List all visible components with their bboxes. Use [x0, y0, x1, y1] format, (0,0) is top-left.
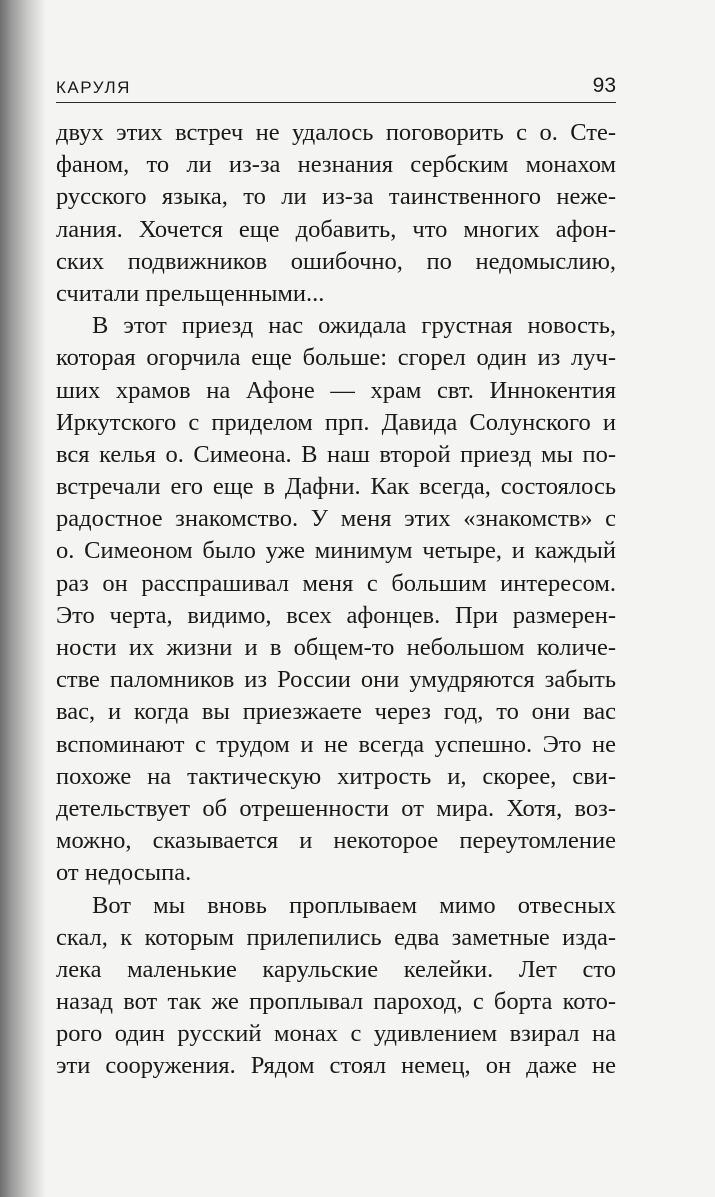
text-line: лека маленькие карульские келейки. Лет сто — [56, 955, 616, 983]
text-line: детельствует об отрешенности от мира. Хотя, воз- — [56, 794, 616, 822]
text-line: вспоминают с трудом и не всегда успешно. Это не — [56, 730, 616, 758]
text-line: назад вот так же проплывал пароход, с борта кото- — [56, 988, 616, 1016]
body-text — [56, 117, 616, 1083]
text-line: которая огорчила еще больше: сгорел один из луч- — [56, 344, 616, 372]
text-line: Иркутского с приделом прп. Давида Солунского и — [56, 408, 616, 436]
text-line: вас, и когда вы приезжаете через год, то они вас — [56, 698, 616, 726]
paragraph — [56, 117, 616, 310]
paragraph — [56, 890, 616, 1083]
text-line: фаном, то ли из-за незнания сербским монахом — [56, 151, 616, 179]
text-line: раз он расспрашивал меня с большим интересом. — [56, 569, 616, 597]
text-line: Вот мы вновь проплываем мимо отвесных — [92, 891, 616, 919]
text-line: похоже на тактическую хитрость и, скорее, сви- — [56, 762, 616, 790]
text-line: считали прельщенными... — [56, 279, 325, 307]
text-line: русского языка, то ли из-за таинственного неже- — [56, 183, 616, 211]
text-line: В этот приезд нас ожидала грустная новость, — [92, 312, 616, 340]
book-page — [56, 70, 616, 1083]
text-line: можно, сказывается и некоторое переутомление — [56, 827, 616, 855]
running-title: КАРУЛЯ — [56, 78, 131, 97]
text-line: скал, к которым прилепились едва заметные изда- — [56, 923, 616, 951]
page-number: 93 — [592, 74, 616, 97]
text-line: вся келья о. Симеона. В наш второй приезд мы по- — [56, 440, 616, 468]
text-line: ности их жизни и в общем-то небольшом количе- — [56, 634, 616, 661]
paragraph — [56, 310, 616, 889]
text-line: от недосыпа. — [56, 859, 192, 887]
text-line: встречали его еще в Дафни. Как всегда, состоялось — [56, 473, 616, 501]
text-line: радостное знакомство. У меня этих «знакомств» с — [56, 505, 616, 533]
text-line: двух этих встреч не удалось поговорить с о. Сте- — [56, 119, 616, 146]
text-line: ских подвижников ошибочно, по недомыслию, — [56, 247, 616, 275]
running-head — [56, 70, 616, 103]
text-line: эти сооружения. Рядом стоял немец, он даже не — [56, 1052, 616, 1080]
text-line: Это черта, видимо, всех афонцев. При размерен- — [56, 601, 616, 629]
scan-gutter-shadow — [0, 0, 46, 1197]
text-line: о. Симеоном было уже минимум четыре, и каждый — [56, 537, 616, 565]
text-line: ших храмов на Афоне — храм свт. Иннокентия — [56, 376, 616, 404]
text-line: стве паломников из России они умудряются забыть — [56, 666, 616, 694]
text-line: рого один русский монах с удивлением взирал на — [56, 1020, 616, 1048]
text-line: лания. Хочется еще добавить, что многих афон- — [56, 215, 616, 243]
